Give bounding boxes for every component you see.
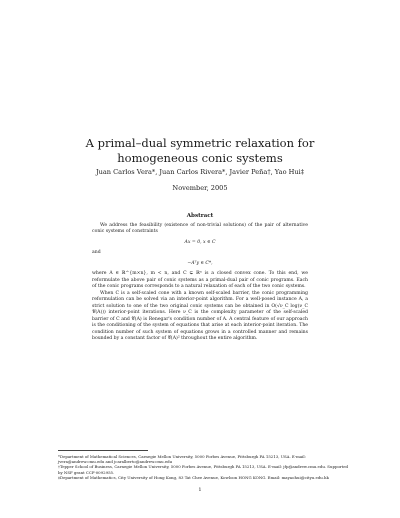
footnote-1: *Department of Mathematical Sciences, Carnegie Mellon University, 5000 Forbes Avenue, Pittsburgh PA 15213, USA. E-mail: jvera@andrew.cmu.edu and jcaralberto@andrew.cmu.edu	[58, 454, 306, 465]
abstract-paragraph-3: When C is a self-scaled cone with a known self-scaled barrier, the conic programming reformulation can be solved via an interior-point algorithm. For a well-posed instance A, a strict solution to one of the two original conic systems can be obtained in O(√ν_C log(ν_C 𝒞(A))) interior-point iterations. Here ν_C is the complexity parameter of the self-scaled barrier of C and 𝒞(A) is Renegar's condition number of A. A central feature of our approach is the conditioning of the system of equations that arise at each interior-point iteration. The condition number of such system of equations grows in a controlled manner and remains bounded by a constant factor of 𝒞(A)² throughout the entire algorithm.	[92, 290, 308, 341]
paper-title	[0, 136, 400, 166]
author-list: Juan Carlos Vera*, Juan Carlos Rivera*, Javier Peña†, Yao Hui‡	[95, 168, 305, 176]
publication-date: November, 2005	[172, 184, 228, 192]
equation-primal-system: Ax = 0, x ∈ C	[184, 239, 216, 245]
footnote-2: †Tepper School of Business, Carnegie Mellon University, 5000 Forbes Avenue, Pittsburgh PA 15213, USA. E-mail: jfp@andrew.cmu.edu. Supported by NSF grant CCF-0092955.	[58, 464, 349, 475]
abstract-heading: Abstract	[186, 213, 214, 219]
abstract-connector-and: and	[92, 250, 101, 255]
abstract-paragraph-1: We address the feasibility (existence of non-trivial solutions) of the pair of alternative conic systems of constraints	[92, 222, 308, 234]
abstract-section	[92, 213, 308, 343]
equation-dual-system: −Aᵀy ∈ C*,	[187, 260, 213, 266]
page-number: 1	[198, 487, 202, 493]
footnotes-section	[58, 450, 348, 480]
abstract-paragraph-2: where A ∈ ℝ^{m×n}, m < n, and C ⊊ ℝⁿ is a closed convex cone. To this end, we reformulate the above pair of conic systems as a primal-dual pair of conic programs. Each of the conic programs corresponds to a natural relaxation of each of the two conic systems.	[92, 271, 308, 289]
title-line-2: homogeneous conic systems	[117, 151, 283, 165]
footnote-3: ‡Department of Mathematics, City University of Hong Kong, 83 Tat Chee Avenue, Kowloon HONG KONG. Email: mayaohui@cityu.edu.hk	[58, 474, 329, 480]
footnote-divider	[58, 450, 148, 451]
title-line-1: A primal–dual symmetric relaxation for	[85, 136, 315, 150]
